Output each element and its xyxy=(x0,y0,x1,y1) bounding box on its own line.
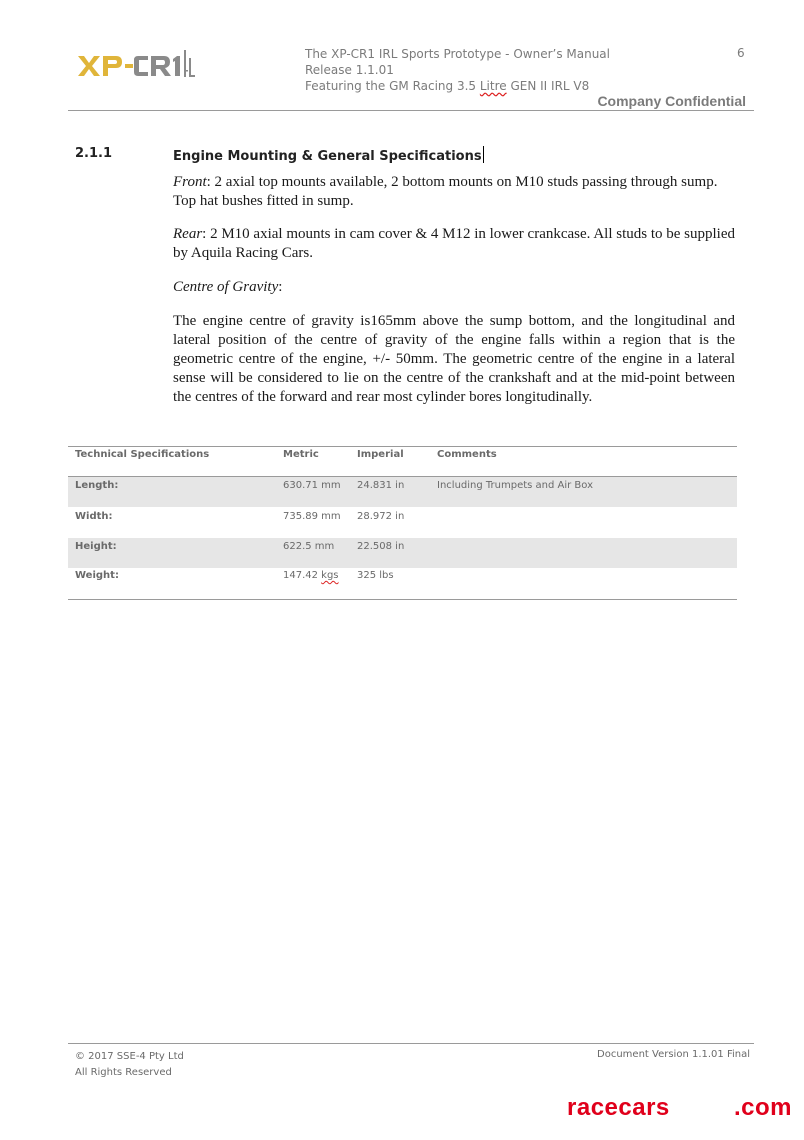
row-length-comment: Including Trumpets and Air Box xyxy=(437,480,594,491)
text-cursor xyxy=(483,146,484,163)
row-length-imperial: 24.831 in xyxy=(357,480,405,491)
spellcheck-flagged-word: kgs xyxy=(321,570,339,581)
rear-text: : 2 M10 axial mounts in cam cover & 4 M12 in lower crankcase. All studs to be supplied by Aquila Racing Cars. xyxy=(173,226,735,261)
header-divider xyxy=(68,110,754,111)
footer-copyright: © 2017 SSE-4 Pty Ltd xyxy=(75,1051,184,1062)
footer-divider xyxy=(68,1043,754,1044)
table-bottom-rule xyxy=(68,599,737,600)
table-top-rule xyxy=(68,446,737,447)
watermark-racecars: racecars xyxy=(567,1094,670,1121)
cog-suffix: : xyxy=(278,279,283,295)
row-height-label: Height: xyxy=(75,541,117,552)
front-label: Front xyxy=(173,174,207,190)
row-height-metric: 622.5 mm xyxy=(283,541,335,552)
header-title-line3-pre: Featuring the GM Racing 3.5 xyxy=(305,79,480,93)
table-header-spec: Technical Specifications xyxy=(75,449,210,460)
row-weight-imperial: 325 lbs xyxy=(357,570,394,581)
footer-doc-version: Document Version 1.1.01 Final xyxy=(597,1049,750,1060)
header-title-line3 xyxy=(305,78,610,94)
section-number: 2.1.1 xyxy=(75,146,113,161)
row-width-metric: 735.89 mm xyxy=(283,511,341,522)
row-length-label: Length: xyxy=(75,480,119,491)
table-header-imperial: Imperial xyxy=(357,449,404,460)
row-weight-metric-value: 147.42 xyxy=(283,570,322,581)
footer-left xyxy=(75,1049,184,1081)
rear-mount-paragraph xyxy=(173,225,735,263)
front-text: : 2 axial top mounts available, 2 bottom mounts on M10 studs passing through sump. Top hat bushes fitted in sump. xyxy=(173,174,718,209)
row-width-label: Width: xyxy=(75,511,113,522)
footer-rights: All Rights Reserved xyxy=(75,1067,172,1078)
section-title-text: Engine Mounting & General Specifications xyxy=(173,149,482,164)
header-title-line3-post: GEN II IRL V8 xyxy=(506,79,590,93)
header-title-line1: The XP-CR1 IRL Sports Prototype - Owner’s Manual xyxy=(305,47,610,61)
row-weight-metric xyxy=(283,570,339,581)
row-weight-label: Weight: xyxy=(75,570,119,581)
row-length-metric: 630.71 mm xyxy=(283,480,341,491)
cog-heading xyxy=(173,278,735,297)
confidential-label: Company Confidential xyxy=(597,93,746,109)
rear-label: Rear xyxy=(173,226,203,242)
watermark-dotcom: .com xyxy=(734,1094,793,1121)
table-header-metric: Metric xyxy=(283,449,319,460)
row-height-imperial: 22.508 in xyxy=(357,541,405,552)
header-title-block xyxy=(305,46,610,94)
row-width-imperial: 28.972 in xyxy=(357,511,405,522)
cog-label: Centre of Gravity xyxy=(173,279,279,295)
section-title[interactable] xyxy=(173,146,484,164)
cog-paragraph xyxy=(173,312,735,407)
page-number: 6 xyxy=(737,46,745,60)
spellcheck-flagged-word: Litre xyxy=(479,79,507,93)
xp-cr1-logo xyxy=(76,46,198,80)
cog-text: The engine centre of gravity is165mm above the sump bottom, and the longitudinal and lateral position of the centre of gravity of the engine falls within a region that is the geometric centre of the engine, +/- 50mm. The geometric centre of the engine in a lateral sense will be considered to lie on the centre of the crankshaft and at the mid-point between the centres of the forward and rear most cylinder bores longitudinally. xyxy=(173,313,735,405)
front-mount-paragraph xyxy=(173,173,735,211)
table-header-comments: Comments xyxy=(437,449,497,460)
header-title-line2: Release 1.1.01 xyxy=(305,63,394,77)
